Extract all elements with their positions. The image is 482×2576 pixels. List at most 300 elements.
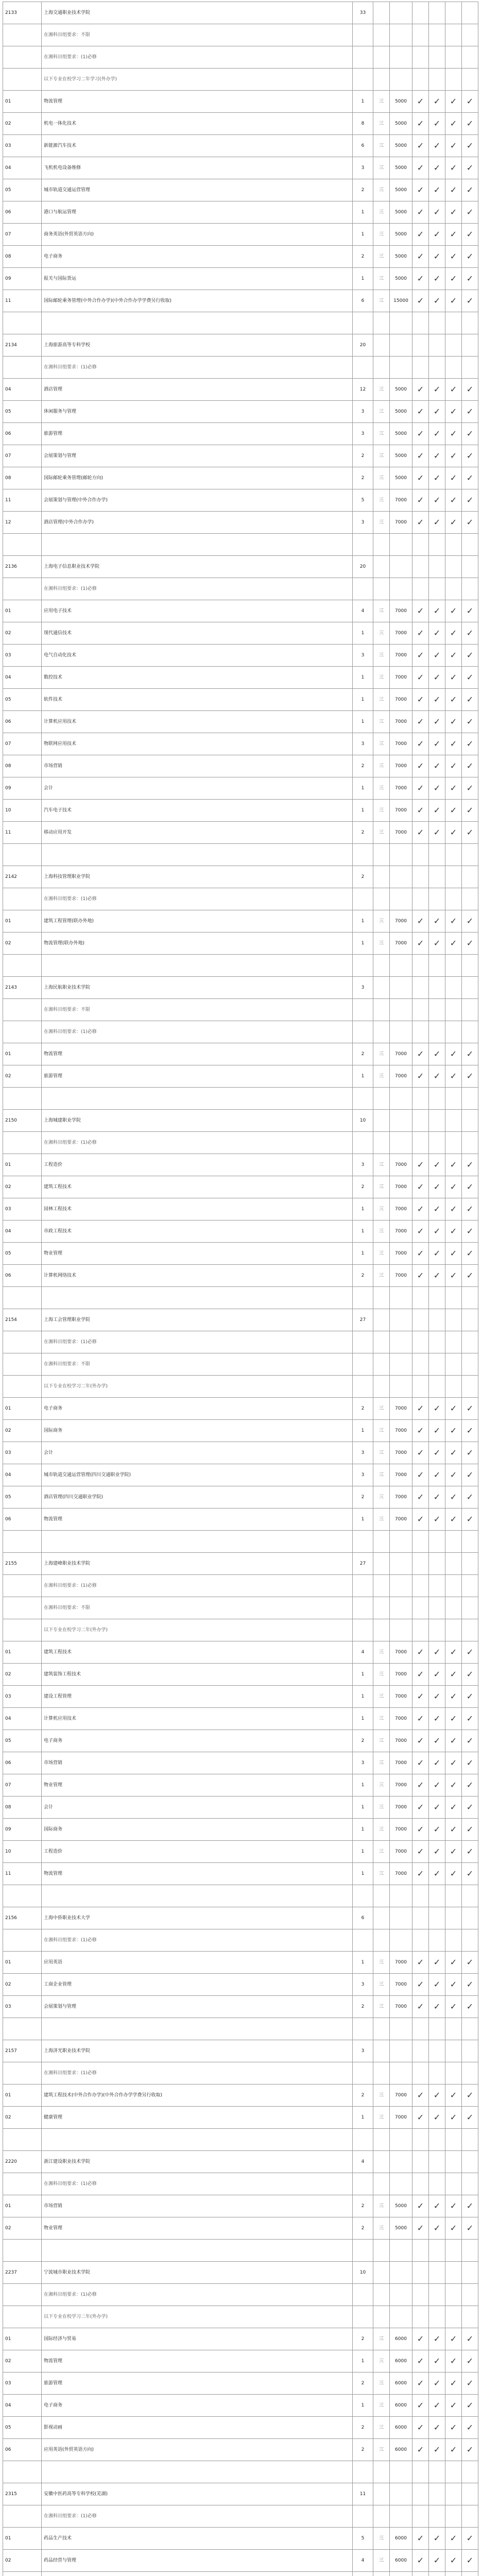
subject-check-mark: ✓ [429,1442,445,1464]
school-code: 2136 [3,556,42,578]
empty-cell [42,1088,353,1110]
major-years: 三 [373,2350,390,2372]
major-years: 三 [373,600,390,622]
subject-check-mark: ✓ [412,1420,429,1442]
major-code: 03 [3,1686,42,1708]
empty-cell [462,2,478,24]
subject-check-mark: ✓ [462,268,478,290]
major-name: 国际邮轮乘务管理(中外合作办学)(中外合作办学学费另行收取) [42,290,353,312]
empty-cell [462,2262,478,2284]
empty-cell [412,2173,429,2195]
major-code: 02 [3,1176,42,1198]
empty-cell [445,1597,462,1619]
subject-check-mark: ✓ [429,733,445,755]
empty-cell [390,1353,412,1376]
major-row [3,1198,478,1221]
empty-cell [353,46,373,69]
major-row [3,933,478,955]
empty-cell [429,1376,445,1398]
school-row [3,1110,478,1132]
major-fee: 7000 [390,2107,412,2129]
subject-check-mark: ✓ [445,689,462,711]
empty-cell [390,1021,412,1043]
empty-cell [42,955,353,977]
empty-cell [429,2173,445,2195]
major-fee: 7000 [390,667,412,689]
subject-check-mark: ✓ [429,1996,445,2018]
subject-check-mark: ✓ [462,910,478,933]
major-years: 三 [373,201,390,224]
major-code: 02 [3,1420,42,1442]
major-row [3,1442,478,1464]
empty-cell [412,2284,429,2306]
major-code: 10 [3,1841,42,1863]
empty-cell [373,69,390,91]
empty-cell [390,1531,412,1553]
major-code: 03 [3,1996,42,2018]
empty-cell [390,1110,412,1132]
school-total: 3 [353,977,373,999]
major-fee: 5000 [390,201,412,224]
empty-cell [412,2062,429,2084]
empty-cell [412,2129,429,2151]
empty-cell [462,357,478,379]
subject-check-mark: ✓ [445,512,462,534]
major-name: 建筑工程技术(中外合作办学)(中外合作办学学费另行收取) [42,2084,353,2107]
subject-check-mark: ✓ [462,2417,478,2439]
school-code: 2150 [3,1110,42,1132]
major-years: 三 [373,777,390,800]
subject-check-mark: ✓ [445,1664,462,1686]
school-note: 在湘科目组要求：不限 [42,999,353,1021]
major-years: 三 [373,645,390,667]
empty-cell [412,312,429,334]
empty-cell [429,1353,445,1376]
major-code: 11 [3,290,42,312]
subject-check-mark: ✓ [429,1819,445,1841]
empty-cell [429,1132,445,1154]
empty-cell [3,844,42,866]
empty-cell [3,2062,42,2084]
empty-cell [445,1907,462,1929]
major-code: 06 [3,1752,42,1774]
major-row [3,1708,478,1730]
major-name: 物联网应用技术 [42,733,353,755]
major-row [3,179,478,201]
empty-cell [445,1376,462,1398]
empty-cell [3,2173,42,2195]
major-code: 05 [3,1486,42,1509]
empty-cell [373,1353,390,1376]
major-fee: 7000 [390,822,412,844]
major-years: 三 [373,800,390,822]
major-row [3,401,478,423]
empty-cell [445,1353,462,1376]
subject-check-mark: ✓ [445,800,462,822]
empty-cell [3,2284,42,2306]
empty-cell [445,46,462,69]
major-years: 三 [373,1198,390,1221]
subject-check-mark: ✓ [445,290,462,312]
school-note-row [3,888,478,910]
subject-check-mark: ✓ [429,1664,445,1686]
subject-check-mark: ✓ [445,711,462,733]
empty-cell [429,69,445,91]
major-name: 影视动画 [42,2417,353,2439]
empty-cell [412,999,429,1021]
subject-check-mark: ✓ [429,1952,445,1974]
subject-check-mark: ✓ [462,1154,478,1176]
subject-check-mark: ✓ [445,910,462,933]
major-name: 会计 [42,1797,353,1819]
major-years: 三 [373,2550,390,2572]
major-plan: 3 [353,733,373,755]
subject-check-mark: ✓ [412,1819,429,1841]
subject-check-mark: ✓ [462,622,478,645]
major-plan: 5 [353,489,373,512]
subject-check-mark: ✓ [412,1974,429,1996]
empty-cell [445,2262,462,2284]
subject-check-mark: ✓ [462,667,478,689]
empty-cell [353,1287,373,1309]
major-row [3,2084,478,2107]
empty-cell [412,866,429,888]
subject-check-mark: ✓ [462,201,478,224]
empty-cell [429,2151,445,2173]
empty-cell [462,866,478,888]
empty-cell [373,2284,390,2306]
major-years: 三 [373,2107,390,2129]
major-name: 应用英语 [42,1952,353,1974]
major-years: 三 [373,711,390,733]
empty-cell [412,1531,429,1553]
subject-check-mark: ✓ [462,2550,478,2572]
subject-check-mark: ✓ [412,1664,429,1686]
major-code: 02 [3,2217,42,2240]
subject-check-mark: ✓ [412,667,429,689]
major-fee: 5000 [390,423,412,445]
major-row [3,1664,478,1686]
school-note: 以下专业在校学习二年(外办学) [42,2306,353,2328]
subject-check-mark: ✓ [412,2550,429,2572]
empty-cell [390,578,412,600]
subject-check-mark: ✓ [429,1176,445,1198]
major-fee: 5000 [390,2195,412,2217]
subject-check-mark: ✓ [445,1243,462,1265]
subject-check-mark: ✓ [412,1486,429,1509]
empty-cell [412,69,429,91]
spacer-row [3,534,478,556]
major-plan: 1 [353,2395,373,2417]
subject-check-mark: ✓ [429,445,445,467]
empty-cell [373,556,390,578]
empty-cell [412,1907,429,1929]
empty-cell [445,1575,462,1597]
empty-cell [373,1088,390,1110]
subject-check-mark: ✓ [412,2395,429,2417]
major-row [3,1686,478,1708]
major-name: 休闲服务与管理 [42,401,353,423]
empty-cell [445,1309,462,1331]
empty-cell [373,46,390,69]
subject-check-mark: ✓ [412,224,429,246]
empty-cell [429,1309,445,1331]
subject-check-mark: ✓ [445,1065,462,1088]
empty-cell [445,556,462,578]
empty-cell [390,1553,412,1575]
major-years: 三 [373,290,390,312]
subject-check-mark: ✓ [412,2328,429,2350]
empty-cell [462,1907,478,1929]
subject-check-mark: ✓ [445,157,462,179]
subject-check-mark: ✓ [429,1686,445,1708]
spacer-row [3,955,478,977]
empty-cell [445,2062,462,2084]
empty-cell [390,1597,412,1619]
major-row [3,910,478,933]
major-code: 04 [3,1221,42,1243]
empty-cell [390,2483,412,2505]
major-plan: 2 [353,445,373,467]
empty-cell [429,2129,445,2151]
empty-cell [412,1110,429,1132]
major-fee: 7000 [390,910,412,933]
empty-cell [445,2129,462,2151]
empty-cell [373,888,390,910]
school-note-row [3,357,478,379]
subject-check-mark [412,2572,429,2576]
school-total: 27 [353,1553,373,1575]
subject-check-mark: ✓ [429,401,445,423]
major-years: 三 [373,1996,390,2018]
subject-check-mark: ✓ [412,1509,429,1531]
empty-cell [462,578,478,600]
subject-check-mark: ✓ [462,91,478,113]
major-row [3,1486,478,1509]
empty-cell [390,1885,412,1907]
major-code: 04 [3,1708,42,1730]
empty-cell [3,357,42,379]
major-name: 报关与国际货运 [42,268,353,290]
subject-check-mark: ✓ [429,2328,445,2350]
empty-cell [373,2,390,24]
major-name: 城市轨道交通运营管理(四川交通职业学院) [42,1464,353,1486]
empty-cell [412,2151,429,2173]
major-plan: 2 [353,1043,373,1065]
spacer-row [3,2240,478,2262]
subject-check-mark: ✓ [445,622,462,645]
major-row [3,268,478,290]
major-fee: 7000 [390,1176,412,1198]
subject-check-mark: ✓ [445,667,462,689]
major-fee: 7000 [390,1221,412,1243]
subject-check-mark: ✓ [462,2107,478,2129]
empty-cell [445,1021,462,1043]
school-total: 3 [353,2040,373,2062]
school-total: 27 [353,1309,373,1331]
subject-check-mark: ✓ [429,622,445,645]
subject-check-mark: ✓ [462,755,478,777]
empty-cell [462,844,478,866]
major-row [3,113,478,135]
major-code: 09 [3,777,42,800]
major-row [3,822,478,844]
empty-cell [445,312,462,334]
major-fee: 7000 [390,800,412,822]
subject-check-mark: ✓ [429,1841,445,1863]
subject-check-mark: ✓ [445,645,462,667]
empty-cell [429,2,445,24]
major-fee: 7000 [390,1420,412,1442]
subject-check-mark: ✓ [445,91,462,113]
empty-cell [412,2461,429,2483]
school-name: 上海电子信息职业技术学院 [42,556,353,578]
subject-check-mark: ✓ [445,1043,462,1065]
subject-check-mark: ✓ [412,489,429,512]
subject-check-mark: ✓ [445,1265,462,1287]
subject-check-mark: ✓ [445,1398,462,1420]
empty-cell [353,2461,373,2483]
major-years: 三 [373,1774,390,1797]
school-note-row [3,1929,478,1952]
empty-cell [390,2018,412,2040]
empty-cell [390,977,412,999]
subject-check-mark: ✓ [445,2417,462,2439]
empty-cell [429,866,445,888]
empty-cell [373,2151,390,2173]
subject-check-mark: ✓ [429,179,445,201]
subject-check-mark: ✓ [412,113,429,135]
subject-check-mark: ✓ [412,822,429,844]
subject-check-mark: ✓ [445,733,462,755]
subject-check-mark: ✓ [412,379,429,401]
major-plan: 2 [353,1265,373,1287]
empty-cell [3,2129,42,2151]
school-row [3,1553,478,1575]
major-plan: 6 [353,290,373,312]
empty-cell [412,1088,429,1110]
major-years: 三 [373,667,390,689]
school-note: 在湘科目组要求：(1)必修 [42,1021,353,1043]
major-years: 三 [373,1819,390,1841]
major-code: 01 [3,2328,42,2350]
major-name: 物流管理(联办外地) [42,933,353,955]
major-row [3,1841,478,1863]
school-total: 33 [353,2,373,24]
empty-cell [3,1353,42,1376]
subject-check-mark: ✓ [429,689,445,711]
subject-check-mark: ✓ [462,733,478,755]
empty-cell [3,2505,42,2528]
empty-cell [390,24,412,46]
subject-check-mark: ✓ [445,1176,462,1198]
major-years: 三 [373,1420,390,1442]
major-plan: 1 [353,711,373,733]
subject-check-mark: ✓ [462,1952,478,1974]
major-fee: 7000 [390,1641,412,1664]
empty-cell [412,1575,429,1597]
major-fee: 5000 [390,157,412,179]
major-name: 会展策划与管理 [42,1996,353,2018]
subject-check-mark: ✓ [429,423,445,445]
subject-check-mark: ✓ [462,2350,478,2372]
major-name: 物业管理 [42,2217,353,2240]
major-years: 三 [373,1730,390,1752]
empty-cell [373,2240,390,2262]
major-plan: 6 [353,135,373,157]
major-plan: 1 [353,268,373,290]
empty-cell [445,2018,462,2040]
school-name: 上海科技管理职业学院 [42,866,353,888]
subject-check-mark: ✓ [462,290,478,312]
subject-check-mark: ✓ [462,1752,478,1774]
empty-cell [3,1575,42,1597]
empty-cell [412,1553,429,1575]
school-note: 在湘科目组要求：(1)必修 [42,357,353,379]
subject-check-mark: ✓ [462,401,478,423]
major-plan: 1 [353,91,373,113]
major-code: 09 [3,1819,42,1841]
empty-cell [445,866,462,888]
major-years: 三 [373,1708,390,1730]
empty-cell [42,2240,353,2262]
empty-cell [3,1132,42,1154]
empty-cell [429,955,445,977]
major-row [3,1065,478,1088]
major-plan: 3 [353,1974,373,1996]
major-code: 06 [3,2439,42,2461]
empty-cell [429,1929,445,1952]
major-row [3,1730,478,1752]
subject-check-mark: ✓ [412,711,429,733]
major-fee: 5000 [390,179,412,201]
empty-cell [3,1376,42,1398]
subject-check-mark: ✓ [429,135,445,157]
major-plan: 3 [353,1442,373,1464]
major-code: 02 [3,1974,42,1996]
subject-check-mark: ✓ [462,1486,478,1509]
major-plan: 8 [353,113,373,135]
subject-check-mark: ✓ [462,1797,478,1819]
empty-cell [390,2461,412,2483]
major-fee: 7000 [390,1398,412,1420]
subject-check-mark: ✓ [462,157,478,179]
major-years: 三 [373,157,390,179]
subject-check-mark: ✓ [412,1221,429,1243]
subject-check-mark: ✓ [445,2350,462,2372]
major-years: 三 [373,2372,390,2395]
major-code: 04 [3,667,42,689]
subject-check-mark: ✓ [445,467,462,489]
major-years: 三 [373,933,390,955]
major-years: 三 [373,2439,390,2461]
subject-check-mark: ✓ [462,1686,478,1708]
admission-plan-table [3,2,478,2576]
empty-cell [429,2062,445,2084]
major-name: 建筑工程管理(联办外地) [42,910,353,933]
school-total: 10 [353,1110,373,1132]
major-fee: 7000 [390,1974,412,1996]
empty-cell [390,1132,412,1154]
major-fee: 5000 [390,379,412,401]
major-years: 三 [373,91,390,113]
empty-cell [3,1597,42,1619]
major-plan: 2 [353,1398,373,1420]
major-row [3,622,478,645]
empty-cell [373,1907,390,1929]
empty-cell [373,977,390,999]
subject-check-mark: ✓ [445,224,462,246]
